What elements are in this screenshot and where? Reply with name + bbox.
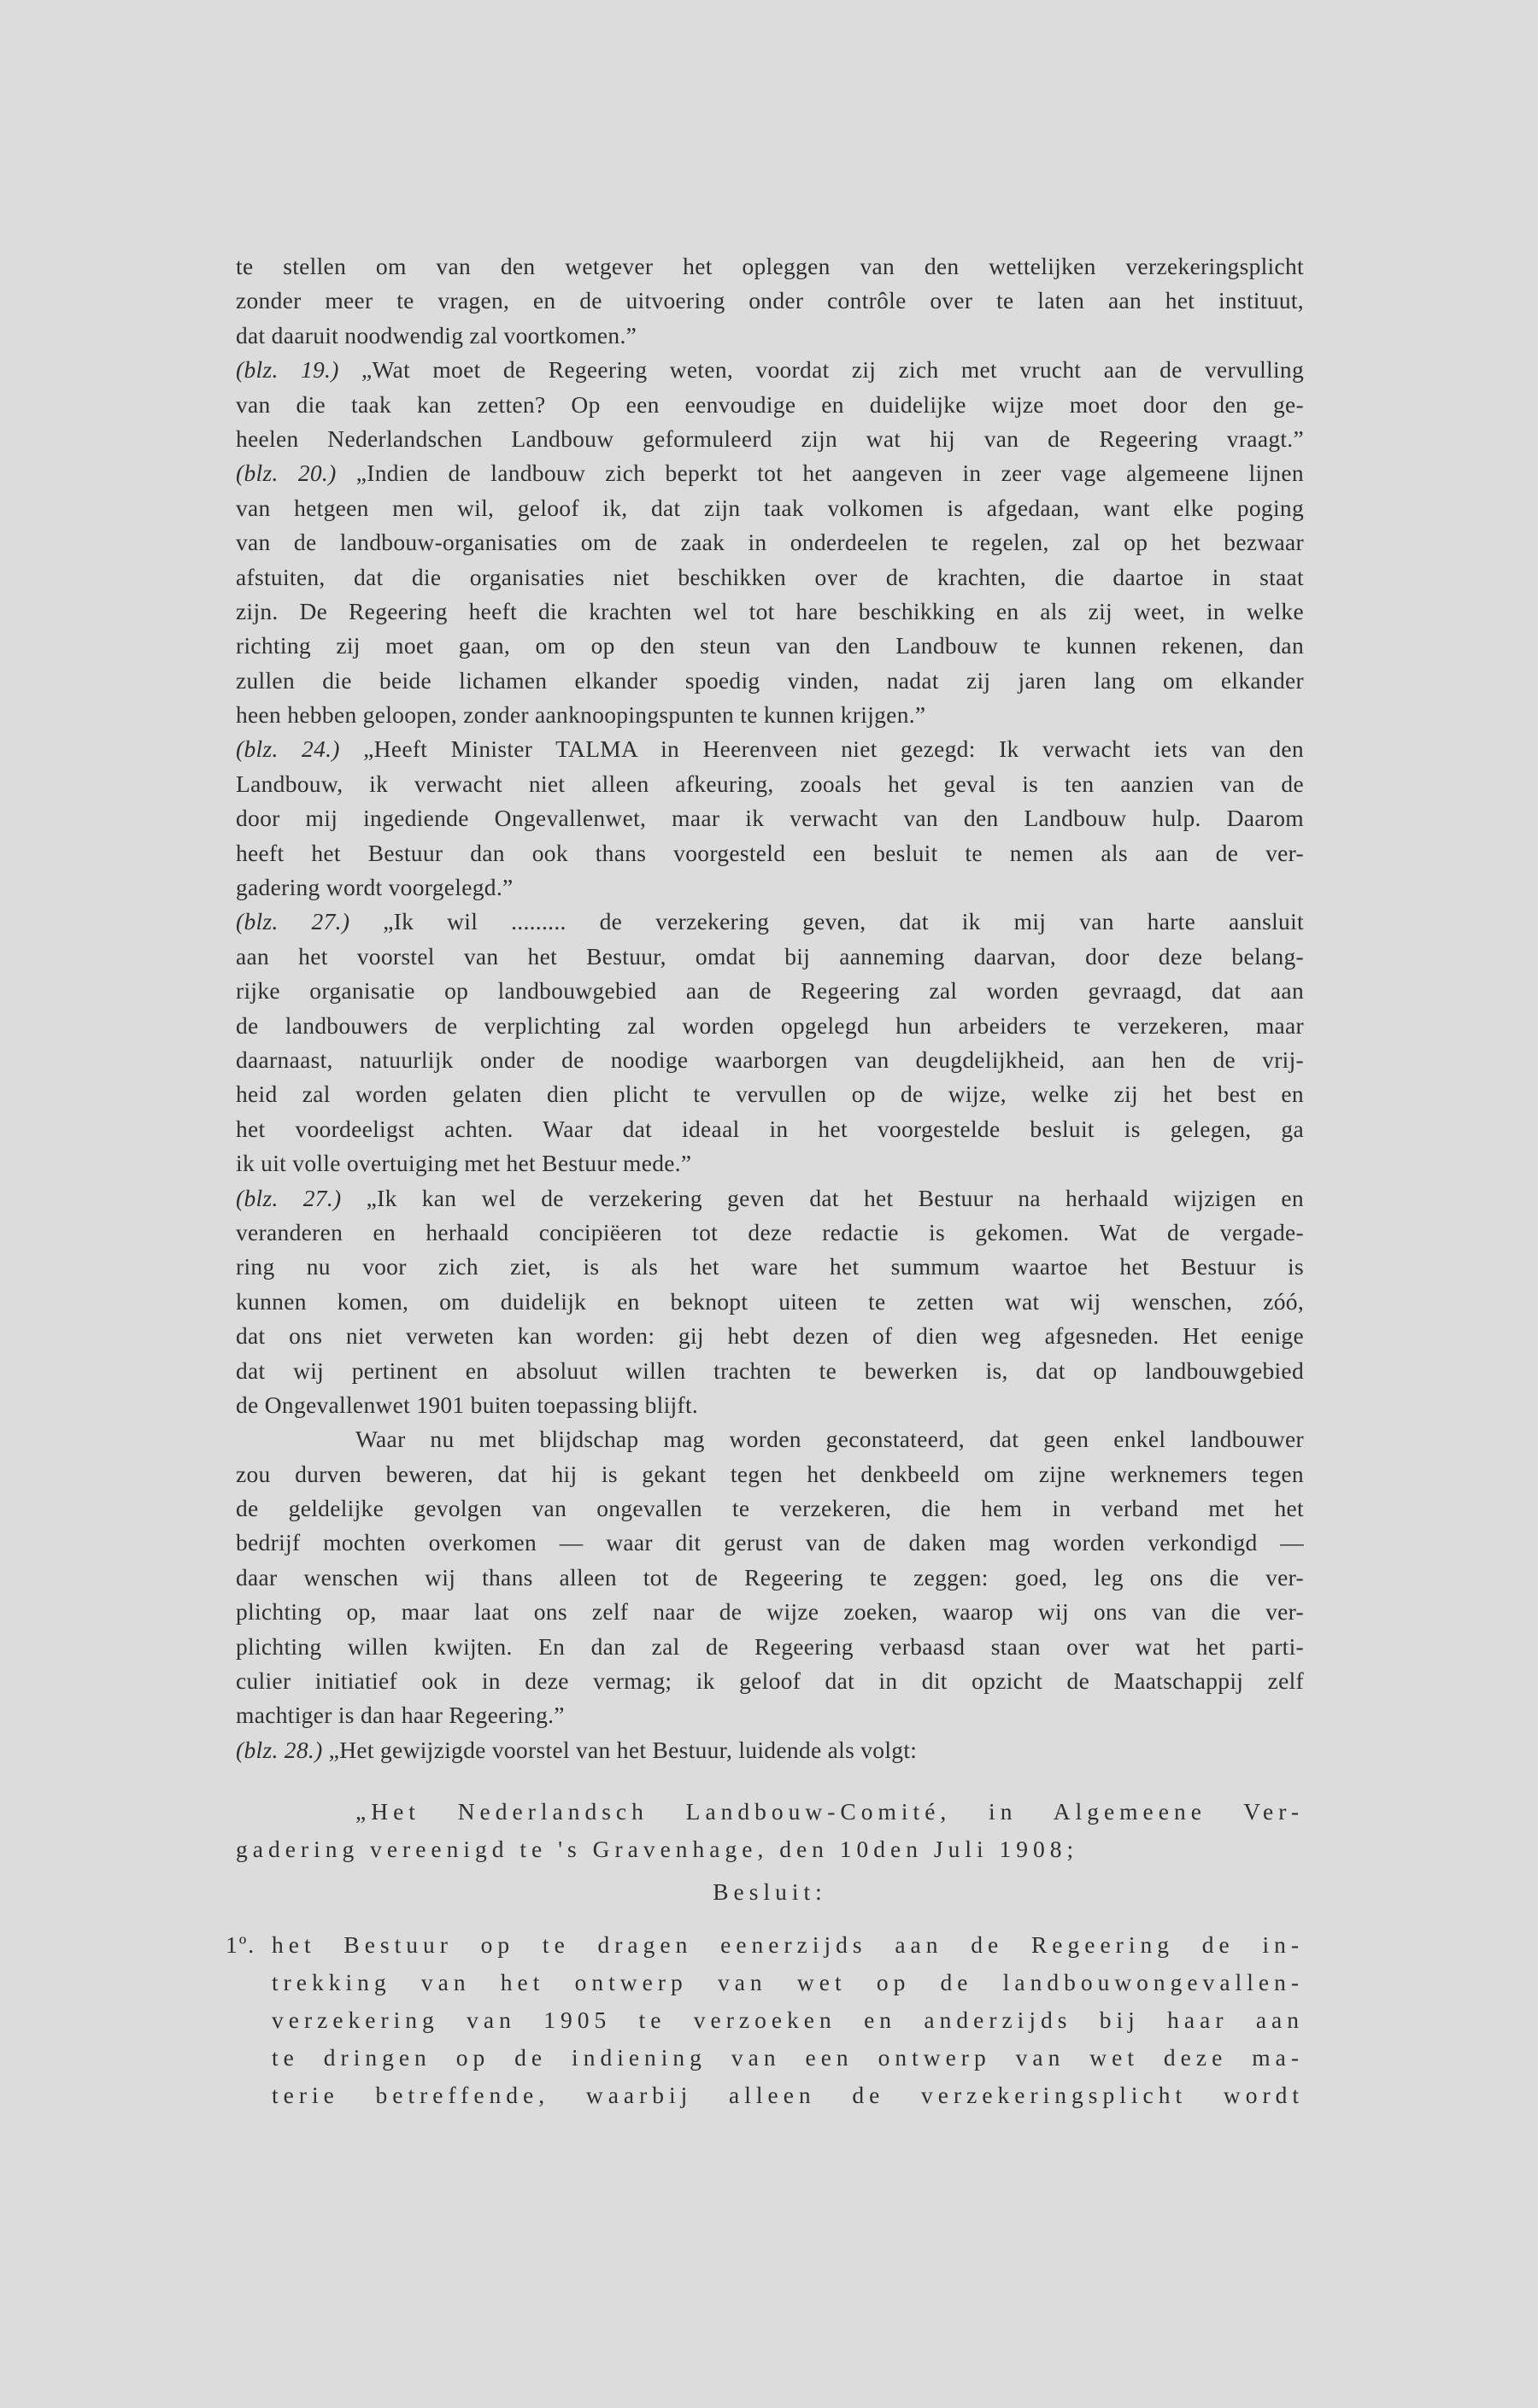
line-text: Landbouw, ik verwacht niet alleen afkeuring, zooals het geval is ten aanzien van de: [236, 770, 1304, 797]
line-text: „Het gewijzigde voorstel van het Bestuur, luidende als volgt:: [322, 1736, 918, 1763]
text-line: [236, 1457, 1304, 1491]
line-text: rijke organisatie op landbouwgebied aan de Regeering zal worden gevraagd, dat aan: [236, 977, 1304, 1005]
line-text: gadering vereenigd te 's Gravenhage, den 10den Juli 1908;: [236, 1836, 1079, 1863]
line-text: kunnen komen, om duidelijk en beknopt uiteen te zetten wat wij wenschen, zóó,: [236, 1287, 1304, 1315]
text-line: [236, 1146, 1304, 1181]
text-line: [236, 1181, 1304, 1216]
line-text: te stellen om van den wetgever het opleggen van den wettelijken verzekeringsplicht: [236, 253, 1304, 279]
line-text: plichting op, maar laat ons zelf naar de wijze zoeken, waarop wij ons van die ver-: [236, 1598, 1304, 1626]
line-text: zullen die beide lichamen elkander spoedig vinden, nadat zij jaren lang om elkander: [236, 666, 1304, 694]
text-line: [236, 595, 1304, 629]
text-line: [236, 1285, 1304, 1319]
resolution-preamble: [236, 1793, 1304, 1868]
text-line: [272, 2039, 1304, 2077]
text-line: [236, 1491, 1304, 1526]
line-text: van die taak kan zetten? Op een eenvoudige en duidelijke wijze moet door den ge-: [236, 390, 1304, 418]
line-text: te dringen op de indiening van een ontwerp van wet deze ma-: [272, 2044, 1304, 2071]
spacer: [236, 1767, 1304, 1793]
line-text: van hetgeen men wil, geloof ik, dat zijn taak volkomen is afgedaan, want elke poging: [236, 494, 1304, 521]
text-line: [272, 2077, 1304, 2114]
line-text: het voordeeligst achten. Waar dat ideaal in het voorgestelde besluit is gelegen, ga: [236, 1115, 1304, 1142]
text-line: [236, 801, 1304, 835]
line-text: „Indien de landbouw zich beperkt tot het aangeven in zeer vage algemeene lijnen: [336, 460, 1304, 487]
line-text: plichting willen kwijten. En dan zal de Regeering verbaasd staan over wat het parti-: [236, 1632, 1304, 1660]
besluit-heading: Besluit:: [713, 1878, 827, 1906]
line-text: „Wat moet de Regeering weten, voordat zij zich met vrucht aan de vervulling: [338, 356, 1304, 384]
text-line: [236, 1630, 1304, 1664]
text-line: [236, 629, 1304, 663]
page-reference: (blz. 20.): [236, 460, 337, 487]
text-line: [236, 1793, 1304, 1831]
line-text: veranderen en herhaald concipiëeren tot deze redactie is gekomen. Wat de vergade-: [236, 1218, 1304, 1245]
text-line: [236, 870, 1304, 905]
line-text: „Het Nederlandsch Landbouw-Comité, in Algemeene Ver-: [355, 1798, 1304, 1825]
text-line: [236, 1595, 1304, 1629]
text-line: [236, 1831, 1304, 1868]
line-text: „Ik kan wel de verzekering geven dat het Bestuur na herhaald wijzigen en: [341, 1184, 1304, 1211]
text-line: [236, 1319, 1304, 1353]
line-text: de landbouwers de verplichting zal worden opgelegd hun arbeiders te verzekeren, maar: [236, 1011, 1304, 1039]
page-reference: (blz. 28.): [236, 1736, 323, 1763]
text-line: [236, 698, 1304, 732]
line-text: gadering wordt voorgelegd.”: [236, 874, 514, 901]
item-number: 1º.: [226, 1931, 256, 1959]
line-text: van de landbouw-organisaties om de zaak in onderdeelen te regelen, zal op het bezwaar: [236, 529, 1304, 556]
text-line: [236, 1698, 1304, 1732]
text-line: [236, 1664, 1304, 1698]
text-line: [272, 2001, 1304, 2039]
text-line: [272, 1964, 1304, 2001]
text-line: [236, 1561, 1304, 1595]
line-text: het Bestuur op te dragen eenerzijds aan de Regeering de in-: [272, 1931, 1304, 1959]
text-line: [236, 836, 1304, 870]
line-text: door mij ingediende Ongevallenwet, maar ik verwacht van den Landbouw hulp. Daarom: [236, 805, 1304, 832]
page-reference: (blz. 27.): [236, 1184, 342, 1211]
text-line: [236, 422, 1304, 456]
line-text: terie betreffende, waarbij alleen de verzekeringsplicht wordt: [272, 2082, 1304, 2109]
text-line: [236, 525, 1304, 560]
line-text: bedrijf mochten overkomen — waar dit gerust van de daken mag worden verkondigd —: [236, 1529, 1304, 1556]
page-reference: (blz. 24.): [236, 735, 340, 763]
line-text: de geldelijke gevolgen van ongevallen te verzekeren, die hem in verband met het: [236, 1495, 1304, 1522]
line-text: heid zal worden gelaten dien plicht te vervullen op de wijze, welke zij het best en: [236, 1081, 1304, 1108]
text-line: [236, 1216, 1304, 1250]
text-line: [236, 1526, 1304, 1560]
text-line: [236, 456, 1304, 490]
text-line: [236, 905, 1304, 939]
text-line: [236, 767, 1304, 801]
line-text: zijn. De Regeering heeft die krachten wel tot hare beschikking en als zij weet, in welke: [236, 597, 1304, 624]
line-text: „Heeft Minister TALMA in Heerenveen niet gezegd: Ik verwacht iets van den: [339, 735, 1304, 763]
text-line: [236, 664, 1304, 698]
text-line: [236, 319, 1304, 353]
text-line: [236, 974, 1304, 1008]
text-line: [236, 1043, 1304, 1077]
body-text: [236, 249, 1304, 1767]
line-text: „Ik wil ......... de verzekering geven, dat ik mij van harte aansluit: [349, 908, 1304, 935]
resolution-item: [226, 1926, 1304, 2114]
line-text: verzekering van 1905 te verzoeken en anderzijds bij haar aan: [272, 2007, 1304, 2034]
line-text: ik uit volle overtuiging met het Bestuur mede.”: [236, 1150, 692, 1177]
line-text: culier initiatief ook in deze vermag; ik geloof dat in dit opzicht de Maatschappij zelf: [236, 1667, 1304, 1695]
line-text: afstuiten, dat die organisaties niet beschikken over de krachten, die daartoe in staat: [236, 563, 1304, 590]
document-page: [226, 249, 1304, 2114]
text-line: [236, 940, 1304, 974]
item-text: [236, 1926, 1304, 2114]
line-text: dat ons niet verweten kan worden: gij hebt dezen of dien weg afgesneden. Het eenige: [236, 1322, 1304, 1350]
line-text: heeft het Bestuur dan ook thans voorgesteld een besluit te nemen als aan de ver-: [236, 839, 1304, 866]
text-line: [236, 1112, 1304, 1146]
text-line: [236, 1009, 1304, 1043]
line-text: dat daaruit noodwendig zal voortkomen.”: [236, 321, 637, 349]
text-line: [236, 249, 1304, 284]
text-line: [236, 1733, 1304, 1767]
page-reference: (blz. 19.): [236, 356, 339, 384]
line-text: trekking van het ontwerp van wet op de landbouwongevallen-: [272, 1969, 1304, 1996]
text-line: [236, 732, 1304, 766]
text-line: [236, 1250, 1304, 1284]
line-text: richting zij moet gaan, om op den steun van den Landbouw te kunnen rekenen, dan: [236, 632, 1304, 659]
line-text: heen hebben geloopen, zonder aanknoopingspunten te kunnen krijgen.”: [236, 701, 926, 729]
text-line: [236, 1077, 1304, 1111]
page-reference: (blz. 27.): [236, 908, 350, 935]
line-text: de Ongevallenwet 1901 buiten toepassing blijft.: [236, 1391, 699, 1418]
text-line: [236, 1354, 1304, 1388]
line-text: zonder meer te vragen, en de uitvoering onder contrôle over te laten aan het instituut,: [236, 287, 1304, 314]
line-text: daar wenschen wij thans alleen tot de Regeering te zeggen: goed, leg ons die ver-: [236, 1563, 1304, 1591]
line-text: ring nu voor zich ziet, is als het ware het summum waartoe het Bestuur is: [236, 1253, 1304, 1280]
text-line: [236, 353, 1304, 387]
line-text: daarnaast, natuurlijk onder de noodige waarborgen van deugdelijkheid, aan hen de vrij-: [236, 1046, 1304, 1073]
text-line: [236, 1388, 1304, 1422]
line-text: zou durven beweren, dat hij is gekant tegen het denkbeeld om zijne werknemers tegen: [236, 1460, 1304, 1487]
line-text: machtiger is dan haar Regeering.”: [236, 1702, 565, 1729]
text-line: [236, 1422, 1304, 1456]
line-text: aan het voorstel van het Bestuur, omdat bij aanneming daarvan, door deze belang-: [236, 942, 1304, 970]
text-line: [236, 560, 1304, 595]
text-line: [272, 1926, 1304, 1964]
text-line: [236, 491, 1304, 525]
text-line: [236, 388, 1304, 422]
line-text: dat wij pertinent en absoluut willen trachten te bewerken is, dat op landbouwgebied: [236, 1356, 1304, 1384]
text-line: [236, 284, 1304, 318]
line-text: Waar nu met blijdschap mag worden geconstateerd, dat geen enkel landbouwer: [355, 1426, 1304, 1453]
line-text: heelen Nederlandschen Landbouw geformuleerd zijn wat hij van de Regeering vraagt.”: [236, 425, 1304, 452]
